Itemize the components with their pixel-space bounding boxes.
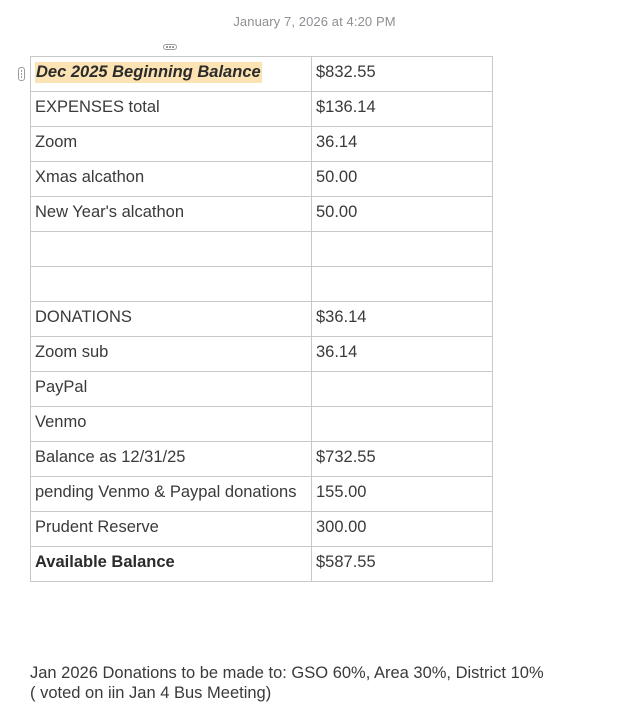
handle-dot bbox=[172, 46, 174, 48]
table-row bbox=[31, 512, 493, 547]
beginning-balance-label: Dec 2025 Beginning Balance bbox=[36, 63, 261, 81]
table-row bbox=[31, 372, 493, 407]
handle-dot bbox=[169, 46, 171, 48]
table-cell-label[interactable]: Balance as 12/31/25 bbox=[31, 442, 312, 477]
table-cell-value[interactable]: $832.55 bbox=[312, 57, 493, 92]
table-row-handle-icon[interactable] bbox=[18, 67, 25, 81]
table-cell-value[interactable] bbox=[312, 232, 493, 267]
table-row bbox=[31, 197, 493, 232]
handle-dot bbox=[21, 70, 23, 72]
table-cell-value[interactable]: 36.14 bbox=[312, 127, 493, 162]
table-cell-label[interactable]: DONATIONS bbox=[31, 302, 312, 337]
table-row bbox=[31, 162, 493, 197]
table-cell-value[interactable]: 50.00 bbox=[312, 162, 493, 197]
table-cell-value[interactable]: $136.14 bbox=[312, 92, 493, 127]
table-cell-label[interactable]: Venmo bbox=[31, 407, 312, 442]
table-row bbox=[31, 407, 493, 442]
table-cell-label[interactable]: EXPENSES total bbox=[31, 92, 312, 127]
table-cell-value[interactable]: $732.55 bbox=[312, 442, 493, 477]
note-timestamp: January 7, 2026 at 4:20 PM bbox=[233, 14, 396, 29]
table-row bbox=[31, 92, 493, 127]
table-cell-value[interactable]: 155.00 bbox=[312, 477, 493, 512]
table-column-handle-icon[interactable] bbox=[163, 44, 177, 50]
handle-dot bbox=[166, 46, 168, 48]
table-cell-label[interactable] bbox=[31, 267, 312, 302]
table-cell-value[interactable]: $587.55 bbox=[312, 547, 493, 582]
table-cell-label[interactable]: pending Venmo & Paypal donations bbox=[31, 477, 312, 512]
handle-dot bbox=[21, 73, 23, 75]
donation-note-line: ( voted on iin Jan 4 Bus Meeting) bbox=[30, 684, 272, 702]
table-row bbox=[31, 477, 493, 512]
table-cell-label[interactable] bbox=[31, 232, 312, 267]
table-cell-label[interactable]: Xmas alcathon bbox=[31, 162, 312, 197]
table-cell-value[interactable] bbox=[312, 267, 493, 302]
table-row bbox=[31, 547, 493, 582]
handle-dot bbox=[21, 76, 23, 78]
table-cell-label[interactable] bbox=[31, 57, 312, 92]
available-balance-label: Available Balance bbox=[35, 553, 175, 571]
table-cell-value[interactable] bbox=[312, 372, 493, 407]
table-cell-label[interactable]: New Year's alcathon bbox=[31, 197, 312, 232]
table-row bbox=[31, 267, 493, 302]
balance-table bbox=[30, 56, 493, 582]
donation-note[interactable] bbox=[30, 663, 610, 703]
table-cell-label[interactable] bbox=[31, 547, 312, 582]
table-cell-label[interactable]: PayPal bbox=[31, 372, 312, 407]
table-row bbox=[31, 442, 493, 477]
table-row bbox=[31, 57, 493, 92]
table-cell-label[interactable]: Zoom sub bbox=[31, 337, 312, 372]
donation-note-line: Jan 2026 Donations to be made to: GSO 60%, Area 30%, District 10% bbox=[30, 664, 544, 682]
table-row bbox=[31, 127, 493, 162]
table-cell-value[interactable]: 300.00 bbox=[312, 512, 493, 547]
table-cell-value[interactable] bbox=[312, 407, 493, 442]
table-cell-label[interactable]: Prudent Reserve bbox=[31, 512, 312, 547]
table-row bbox=[31, 337, 493, 372]
table-cell-value[interactable]: 36.14 bbox=[312, 337, 493, 372]
table-row bbox=[31, 232, 493, 267]
table-cell-label[interactable]: Zoom bbox=[31, 127, 312, 162]
table-cell-value[interactable]: 50.00 bbox=[312, 197, 493, 232]
table-row bbox=[31, 302, 493, 337]
table-cell-value[interactable]: $36.14 bbox=[312, 302, 493, 337]
